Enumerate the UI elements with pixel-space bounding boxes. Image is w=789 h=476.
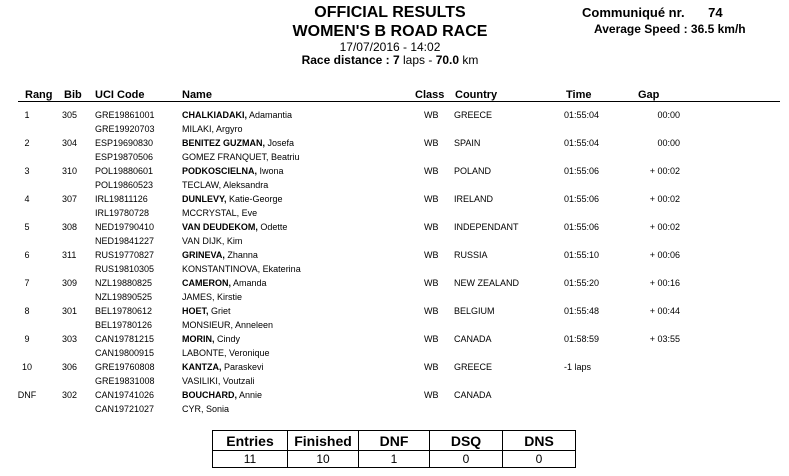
time: 01:55:06 xyxy=(564,194,600,204)
uci-code-primary: NZL19880825 xyxy=(95,278,153,288)
summary-header-row xyxy=(213,431,576,451)
rider-name-primary xyxy=(182,222,287,233)
rider-given-name: Cindy xyxy=(217,334,241,344)
rank: 3 xyxy=(24,166,30,176)
col-bib: Bib xyxy=(64,89,82,101)
rider-surname: CAMERON, xyxy=(182,278,231,288)
rank: 6 xyxy=(24,250,30,260)
result-row xyxy=(0,110,789,138)
rider-name-secondary: MCCRYSTAL, Eve xyxy=(182,208,258,218)
result-row xyxy=(0,194,789,222)
uci-code-secondary: NZL19890525 xyxy=(95,292,153,302)
gap: + 00:06 xyxy=(649,250,680,260)
laps-word: laps - xyxy=(403,53,433,67)
country: SPAIN xyxy=(454,138,481,148)
country: RUSSIA xyxy=(454,250,488,260)
rider-surname: GRINEVA, xyxy=(182,250,225,260)
bib: 301 xyxy=(62,306,78,316)
uci-code-primary: CAN19741026 xyxy=(95,390,155,400)
rider-surname: BENITEZ GUZMAN, xyxy=(182,138,265,148)
summary-value-row xyxy=(213,451,576,468)
gap: + 03:55 xyxy=(649,334,680,344)
rider-surname: PODKOSCIELNA, xyxy=(182,166,258,176)
rider-name-secondary: MILAKI, Argyro xyxy=(182,124,243,134)
rider-name-primary xyxy=(182,250,258,261)
rank: DNF xyxy=(17,390,37,400)
summary-dnf-header: DNF xyxy=(359,431,430,451)
class: WB xyxy=(424,110,439,120)
uci-code-secondary: NED19841227 xyxy=(95,236,155,246)
rider-surname: VAN DEUDEKOM, xyxy=(182,222,258,232)
class: WB xyxy=(424,250,439,260)
rank: 1 xyxy=(24,110,30,120)
time: 01:55:06 xyxy=(564,222,600,232)
bib: 310 xyxy=(62,166,78,176)
race-title: WOMEN'S B ROAD RACE xyxy=(292,23,488,40)
rider-given-name: Iwona xyxy=(259,166,284,176)
km-word: km xyxy=(462,53,479,67)
result-row xyxy=(0,390,789,418)
rider-name-secondary: JAMES, Kirstie xyxy=(182,292,243,302)
class: WB xyxy=(424,278,439,288)
results-title: OFFICIAL RESULTS xyxy=(314,4,466,21)
col-rank: Rang xyxy=(25,89,53,101)
rider-given-name: Amanda xyxy=(233,278,267,288)
rider-surname: CHALKIADAKI, xyxy=(182,110,247,120)
rider-given-name: Josefa xyxy=(267,138,295,148)
bib: 302 xyxy=(62,390,78,400)
uci-code-primary: CAN19781215 xyxy=(95,334,155,344)
result-row xyxy=(0,362,789,390)
time: 01:55:06 xyxy=(564,166,600,176)
country: NEW ZEALAND xyxy=(454,278,520,288)
rider-name-secondary: LABONTE, Veronique xyxy=(182,348,270,358)
uci-code-primary: GRE19760808 xyxy=(95,362,155,372)
summary-dnf-value: 1 xyxy=(359,451,430,468)
rider-name-primary xyxy=(182,278,267,289)
rider-given-name: Annie xyxy=(239,390,263,400)
time: 01:55:04 xyxy=(564,138,600,148)
average-speed: Average Speed : 36.5 km/h xyxy=(594,22,746,36)
gap: + 00:16 xyxy=(649,278,680,288)
bib: 308 xyxy=(62,222,78,232)
uci-code-secondary: BEL19780126 xyxy=(95,320,153,330)
rider-name-secondary: GOMEZ FRANQUET, Beatriu xyxy=(182,152,300,162)
rider-surname: BOUCHARD, xyxy=(182,390,237,400)
class: WB xyxy=(424,334,439,344)
uci-code-primary: RUS19770827 xyxy=(95,250,155,260)
result-row xyxy=(0,250,789,278)
gap: 00:00 xyxy=(657,138,680,148)
uci-code-primary: GRE19861001 xyxy=(95,110,155,120)
uci-code-primary: NED19790410 xyxy=(95,222,155,232)
class: WB xyxy=(424,222,439,232)
gap: + 00:02 xyxy=(649,222,680,232)
rider-given-name: Odette xyxy=(260,222,288,232)
country: BELGIUM xyxy=(454,306,495,316)
rider-name-primary xyxy=(182,138,294,149)
race-distance xyxy=(250,53,530,67)
bib: 306 xyxy=(62,362,78,372)
country: CANADA xyxy=(454,334,492,344)
race-datetime: 17/07/2016 - 14:02 xyxy=(339,40,441,54)
summary-entries-value: 11 xyxy=(213,451,288,468)
col-class: Class xyxy=(415,89,445,101)
communique xyxy=(582,5,723,20)
uci-code-secondary: GRE19920703 xyxy=(95,124,155,134)
class: WB xyxy=(424,194,439,204)
rider-name-primary xyxy=(182,194,283,205)
rider-name-secondary: MONSIEUR, Anneleen xyxy=(182,320,274,330)
country: CANADA xyxy=(454,390,492,400)
rank: 7 xyxy=(24,278,30,288)
summary-dsq-header: DSQ xyxy=(430,431,503,451)
class: WB xyxy=(424,138,439,148)
summary-dns-value: 0 xyxy=(503,451,576,468)
class: WB xyxy=(424,390,439,400)
rider-name-primary xyxy=(182,362,264,373)
class: WB xyxy=(424,362,439,372)
distance-label: Race distance : xyxy=(301,53,390,67)
time: -1 laps xyxy=(564,362,592,372)
summary-entries-header: Entries xyxy=(213,431,288,451)
rider-surname: HOET, xyxy=(182,306,209,316)
col-uci-code: UCI Code xyxy=(95,89,145,101)
uci-code-primary: IRL19811126 xyxy=(95,194,148,204)
gap: + 00:02 xyxy=(649,166,680,176)
time: 01:55:10 xyxy=(564,250,600,260)
col-time: Time xyxy=(566,89,592,101)
rider-given-name: Adamantia xyxy=(249,110,293,120)
uci-code-primary: ESP19690830 xyxy=(95,138,154,148)
uci-code-primary: POL19880601 xyxy=(95,166,154,176)
result-row xyxy=(0,166,789,194)
rank: 4 xyxy=(24,194,30,204)
uci-code-secondary: CAN19721027 xyxy=(95,404,155,414)
summary-dsq-value: 0 xyxy=(430,451,503,468)
summary-finished-value: 10 xyxy=(288,451,359,468)
uci-code-secondary: GRE19831008 xyxy=(95,376,155,386)
result-row xyxy=(0,138,789,166)
result-row xyxy=(0,278,789,306)
rider-name-primary xyxy=(182,166,284,177)
rider-name-secondary: TECLAW, Aleksandra xyxy=(182,180,269,190)
rider-name-primary xyxy=(182,390,262,401)
rider-name-secondary: CYR, Sonia xyxy=(182,404,230,414)
rider-name-primary xyxy=(182,110,292,121)
bib: 305 xyxy=(62,110,78,120)
summary-finished-header: Finished xyxy=(288,431,359,451)
uci-code-secondary: CAN19800915 xyxy=(95,348,155,358)
col-country: Country xyxy=(455,89,498,101)
header-divider xyxy=(18,101,780,102)
rider-name-primary xyxy=(182,306,231,317)
uci-code-primary: BEL19780612 xyxy=(95,306,153,316)
result-row xyxy=(0,334,789,362)
rider-name-secondary: VAN DIJK, Kim xyxy=(182,236,243,246)
country: IRELAND xyxy=(454,194,494,204)
rank: 5 xyxy=(24,222,30,232)
time: 01:55:48 xyxy=(564,306,600,316)
rank: 8 xyxy=(24,306,30,316)
country: GREECE xyxy=(454,110,493,120)
time: 01:55:20 xyxy=(564,278,600,288)
result-row xyxy=(0,306,789,334)
rider-name-primary xyxy=(182,334,240,345)
rider-surname: MORIN, xyxy=(182,334,215,344)
rank: 2 xyxy=(24,138,30,148)
distance-km: 70.0 xyxy=(435,53,460,67)
summary-table xyxy=(212,430,576,468)
country: POLAND xyxy=(454,166,492,176)
result-row xyxy=(0,222,789,250)
rider-given-name: Katie-George xyxy=(229,194,283,204)
gap: 00:00 xyxy=(657,110,680,120)
uci-code-secondary: IRL19780728 xyxy=(95,208,150,218)
uci-code-secondary: ESP19870506 xyxy=(95,152,154,162)
bib: 304 xyxy=(62,138,78,148)
rider-surname: KANTZA, xyxy=(182,362,222,372)
country: GREECE xyxy=(454,362,493,372)
communique-number: 74 xyxy=(708,5,723,20)
class: WB xyxy=(424,166,439,176)
rider-name-secondary: KONSTANTINOVA, Ekaterina xyxy=(182,264,301,274)
gap: + 00:44 xyxy=(649,306,680,316)
time: 01:55:04 xyxy=(564,110,600,120)
communique-label: Communiqué nr. xyxy=(582,5,685,20)
country: INDEPENDANT xyxy=(454,222,519,232)
summary-dns-header: DNS xyxy=(503,431,576,451)
rider-given-name: Zhanna xyxy=(227,250,258,260)
bib: 309 xyxy=(62,278,78,288)
rank: 9 xyxy=(24,334,30,344)
uci-code-secondary: POL19860523 xyxy=(95,180,154,190)
rider-given-name: Paraskevi xyxy=(224,362,264,372)
gap: + 00:02 xyxy=(649,194,680,204)
rider-surname: DUNLEVY, xyxy=(182,194,227,204)
rank: 10 xyxy=(21,362,32,372)
rider-given-name: Griet xyxy=(211,306,231,316)
time: 01:58:59 xyxy=(564,334,600,344)
bib: 311 xyxy=(62,250,77,260)
col-name: Name xyxy=(182,89,212,101)
bib: 303 xyxy=(62,334,78,344)
distance-laps: 7 xyxy=(392,53,400,67)
rider-name-secondary: VASILIKI, Voutzali xyxy=(182,376,255,386)
bib: 307 xyxy=(62,194,78,204)
col-gap: Gap xyxy=(638,89,660,101)
class: WB xyxy=(424,306,439,316)
uci-code-secondary: RUS19810305 xyxy=(95,264,155,274)
